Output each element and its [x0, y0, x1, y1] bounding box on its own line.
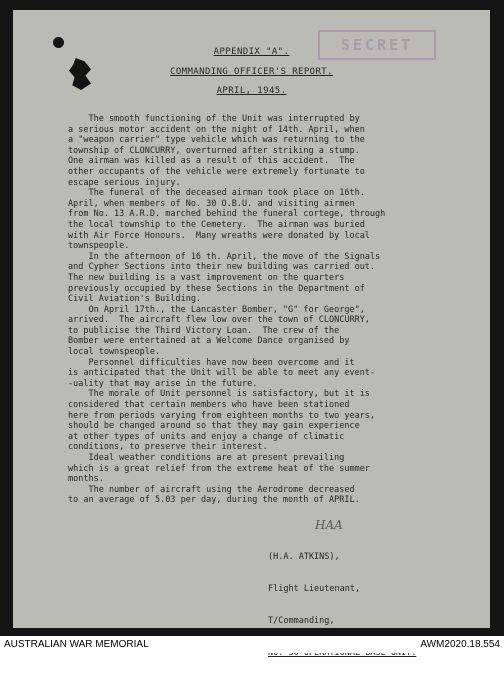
appendix-heading: APPENDIX "A". — [213, 47, 290, 57]
body-line: -uality that may arise in the future. — [68, 378, 258, 389]
archive-footer — [0, 636, 504, 653]
body-line: The new building is a vast improvement on the quarters — [68, 272, 345, 283]
body-line: considered that certain members who have been stationed — [68, 400, 350, 411]
body-line: arrived. The aircraft flew low over the town of CLONCURRY, — [68, 315, 370, 326]
body-line: other occupants of the vehicle were extremely fortunate to — [68, 166, 365, 177]
body-line: One airman was killed as a result of this accident. The — [68, 156, 355, 167]
body-line: escape serious injury. — [68, 177, 181, 188]
body-line: Ideal weather conditions are at present prevailing — [68, 453, 345, 463]
body-line: a serious motor accident on the night of 14th. April, when — [68, 124, 365, 135]
body-line: to an average of 5.03 per day, during the month of APRIL. — [68, 495, 360, 506]
body-line: On April 17th., the Lancaster Bomber, "G" for George", — [68, 304, 365, 315]
body-line: and Cypher Sections into their new building was carried out. — [68, 262, 376, 273]
body-line: here from periods varying from eighteen months to two years, — [68, 410, 376, 421]
body-line: Civil Aviation's Building. — [68, 294, 202, 305]
signatory-rank: Flight Lieutenant, — [268, 583, 361, 594]
document-sheet — [13, 10, 490, 628]
body-line: a "weapon carrier" type vehicle which was returning to the — [68, 135, 365, 146]
signatory-name: (H.A. ATKINS), — [268, 552, 340, 563]
body-line: April, when members of No. 30 O.B.U. and visiting airmen — [68, 198, 355, 209]
body-line: conditions, to preserve their interest. — [68, 442, 268, 453]
archive-source: AUSTRALIAN WAR MEMORIAL — [4, 639, 149, 650]
body-line: townspeople. — [68, 241, 130, 252]
report-month: APRIL, 1945. — [216, 86, 287, 96]
body-line: months. — [68, 474, 104, 485]
handwritten-signature: HAA — [315, 518, 343, 532]
report-title: COMMANDING OFFICER'S REPORT. — [170, 67, 333, 77]
body-line: local townspeople. — [68, 347, 161, 358]
body-line: township of CLONCURRY, overturned after striking a stump. — [68, 145, 360, 156]
body-line: with Air Force Honours. Many wreaths were donated by local — [68, 230, 370, 241]
secret-stamp: SECRET — [318, 30, 436, 60]
body-line: The morale of Unit personnel is satisfactory, but it is — [68, 389, 370, 400]
body-line: the local township to the Cemetery. The airman was buried — [68, 219, 365, 230]
signatory-role: T/Commanding, — [268, 615, 335, 626]
body-line: at other types of units and enjoy a change of climatic — [68, 431, 345, 442]
body-line: The funeral of the deceased airman took place on 16th. — [68, 188, 365, 199]
body-line: should be changed around so that they may gain experience — [68, 421, 360, 432]
body-line: Personnel difficulties have now been overcome and it — [68, 357, 355, 368]
body-line: from No. 13 A.R.D. marched behind the funeral cortege, through — [68, 209, 386, 220]
body-line: is anticipated that the Unit will be able to meet any event- — [68, 368, 376, 379]
body-line: previously occupied by these Sections in the Department of — [68, 283, 365, 294]
body-line: which is a great relief from the extreme heat of the summer — [68, 463, 370, 474]
body-line: Bomber were entertained at a Welcome Dance organised by — [68, 336, 350, 347]
body-line: In the afternoon of 16 th. April, the move of the Signals — [68, 251, 381, 262]
signature-block — [268, 531, 416, 679]
archive-reference: AWM2020.18.554 — [420, 639, 500, 650]
body-line: to publicise the Third Victory Loan. The crew of the — [68, 325, 340, 336]
body-line: The smooth functioning of the Unit was interrupted by — [68, 114, 360, 124]
body-line: The number of aircraft using the Aerodrome decreased — [68, 484, 355, 495]
report-body — [68, 114, 473, 506]
